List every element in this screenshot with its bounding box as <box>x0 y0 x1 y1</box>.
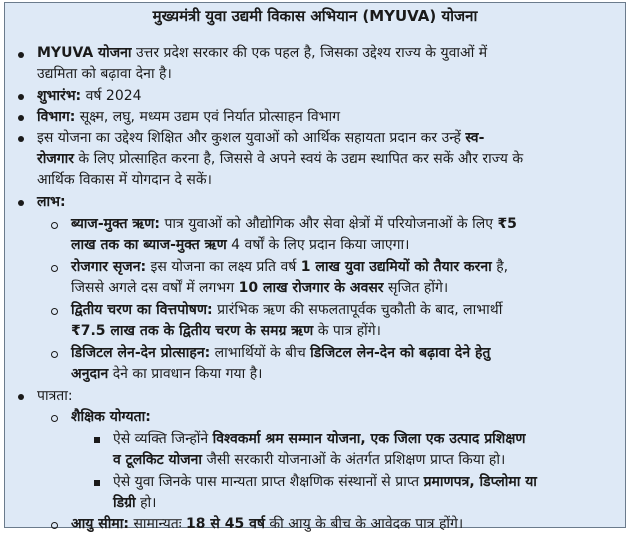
eligibility-label: पात्रता: <box>37 388 73 404</box>
benefit-text: के पात्र होंगे। <box>313 323 381 339</box>
bullet-square <box>94 437 100 443</box>
start-line <box>37 86 142 106</box>
benefit-text: 4 वर्षों के लिए प्रदान किया जाएगा। <box>226 237 410 253</box>
benefit-2-line-1 <box>71 257 508 277</box>
benefit-text: सृजित होंगे। <box>383 280 449 296</box>
benefit-2-line-2 <box>71 278 448 298</box>
edu-2-line-2 <box>113 493 156 513</box>
edu-text: जैसी सरकारी योजनाओं के अंतर्गत प्रशिक्षण प्राप्त किया हो। <box>202 452 506 468</box>
benefit-text: इस योजना का लक्ष्य प्रति वर्ष <box>146 259 301 275</box>
benefit-text: देने का प्रावधान किया गया है। <box>108 366 263 382</box>
benefit-title: द्वितीय चरण का वित्तपोषण: <box>71 302 213 318</box>
scheme-name: MYUVA योजना <box>37 45 132 61</box>
start-value: वर्ष 2024 <box>81 88 142 104</box>
dept-label: विभाग: <box>37 109 76 125</box>
benefit-bold: डिजिटल लेन-देन को बढ़ावा देने हेतु <box>310 345 491 361</box>
benefit-bold: अनुदान <box>71 366 109 382</box>
edu-1-line-2 <box>113 450 505 470</box>
aim-text: के लिए प्रोत्साहित करना है, जिससे वे अपने स्वयं के उद्यम स्थापित कर सकें और राज्य के <box>73 151 524 167</box>
bullet-dot <box>18 52 24 58</box>
benefit-4-line-1 <box>71 343 490 363</box>
edu-bold: व टूलकिट योजना <box>113 452 203 468</box>
bullet-dot <box>18 394 24 400</box>
edu-bold: विश्वकर्मा श्रम सम्मान योजना, एक जिला एक उत्पाद प्रशिक्षण <box>212 431 526 447</box>
age-line <box>71 514 463 534</box>
benefit-title: डिजिटल लेन-देन प्रोत्साहन: <box>71 345 211 361</box>
age-text: की आयु के बीच के आवेदक पात्र होंगे। <box>264 516 464 532</box>
dept-value: सूक्ष्म, लघु, मध्यम उद्यम एवं निर्यात प्रोत्साहन विभाग <box>75 109 340 125</box>
aim-line-3: आर्थिक विकास में योगदान दे सकें। <box>37 172 212 188</box>
aim-bold: रोजगार <box>37 151 74 167</box>
bullet-circle <box>51 351 58 358</box>
bullet-dot <box>18 136 24 142</box>
benefit-text: प्रारंभिक ऋण की सफलतापूर्वक चुकौती के बाद, लाभार्थी <box>212 302 503 318</box>
benefit-3-line-2 <box>71 321 381 341</box>
edu-bold: डिग्री <box>113 495 136 511</box>
edu-bold: प्रमाणपत्र, डिप्लोमा या <box>423 474 537 490</box>
edu-text: हो। <box>135 495 157 511</box>
bullet-circle <box>51 265 58 272</box>
bullet-dot <box>18 115 24 121</box>
aim-bold: स्व- <box>465 130 485 146</box>
edu-text: ऐसे युवा जिनके पास मान्यता प्राप्त शैक्षणिक संस्थानों से प्राप्त <box>113 474 424 490</box>
benefits-label: लाभ: <box>37 194 66 210</box>
benefit-bold: ₹7.5 लाख तक के द्वितीय चरण के समग्र ऋण <box>71 323 314 339</box>
aim-text: इस योजना का उद्देश्य शिक्षित और कुशल युवाओं को आर्थिक सहायता प्रदान कर उन्हें <box>37 130 466 146</box>
benefit-text: लाभार्थियों के बीच <box>210 345 311 361</box>
bullet-circle <box>51 522 58 529</box>
edu-label: शैक्षिक योग्यता: <box>71 409 151 425</box>
start-label: शुभारंभ: <box>37 88 82 104</box>
benefit-4-line-2 <box>71 364 262 384</box>
aim-line-1 <box>37 128 484 148</box>
bullet-dot <box>18 94 24 100</box>
age-bold: 18 से 45 वर्ष <box>186 516 265 532</box>
benefit-text: जिससे अगले दस वर्षों में लगभग <box>71 280 239 296</box>
benefit-1-line-1 <box>71 214 517 234</box>
benefit-text: पात्र युवाओं को औद्योगिक और सेवा क्षेत्रों में परियोजनाओं के लिए <box>160 216 498 232</box>
age-text: सामान्यतः <box>129 516 187 532</box>
benefit-title: ब्याज-मुक्त ऋण: <box>71 216 161 232</box>
benefit-title: रोजगार सृजन: <box>71 259 147 275</box>
bullet-circle <box>51 222 58 229</box>
benefit-text: है, <box>491 259 509 275</box>
aim-line-2 <box>37 149 523 169</box>
benefit-1-line-2 <box>71 235 409 255</box>
scheme-info-box <box>4 2 626 532</box>
edu-text: ऐसे व्यक्ति जिन्होंने <box>113 431 213 447</box>
dept-line <box>37 107 340 127</box>
age-label: आयु सीमा: <box>71 516 129 532</box>
page-title: मुख्यमंत्री युवा उद्यमी विकास अभियान (MYUVA) योजना <box>152 7 478 25</box>
benefit-bold: लाख तक का ब्याज-मुक्त ऋण <box>71 237 227 253</box>
bullet-circle <box>51 308 58 315</box>
benefit-bold: 1 लाख युवा उद्यमियों को तैयार करना <box>300 259 492 275</box>
intro-line-1 <box>37 43 487 63</box>
intro-line-2: उद्यमिता को बढ़ावा देना है। <box>37 66 172 82</box>
bullet-circle <box>51 415 58 422</box>
bullet-dot <box>18 200 24 206</box>
bullet-square <box>94 480 100 486</box>
benefit-bold: 10 लाख रोजगार के अवसर <box>238 280 384 296</box>
benefit-bold: ₹5 <box>497 216 517 232</box>
edu-1-line-1 <box>113 429 525 449</box>
benefit-3-line-1 <box>71 300 502 320</box>
intro-text: उत्तर प्रदेश सरकार की एक पहल है, जिसका उद्देश्य राज्य के युवाओं में <box>131 45 488 61</box>
edu-2-line-1 <box>113 472 537 492</box>
